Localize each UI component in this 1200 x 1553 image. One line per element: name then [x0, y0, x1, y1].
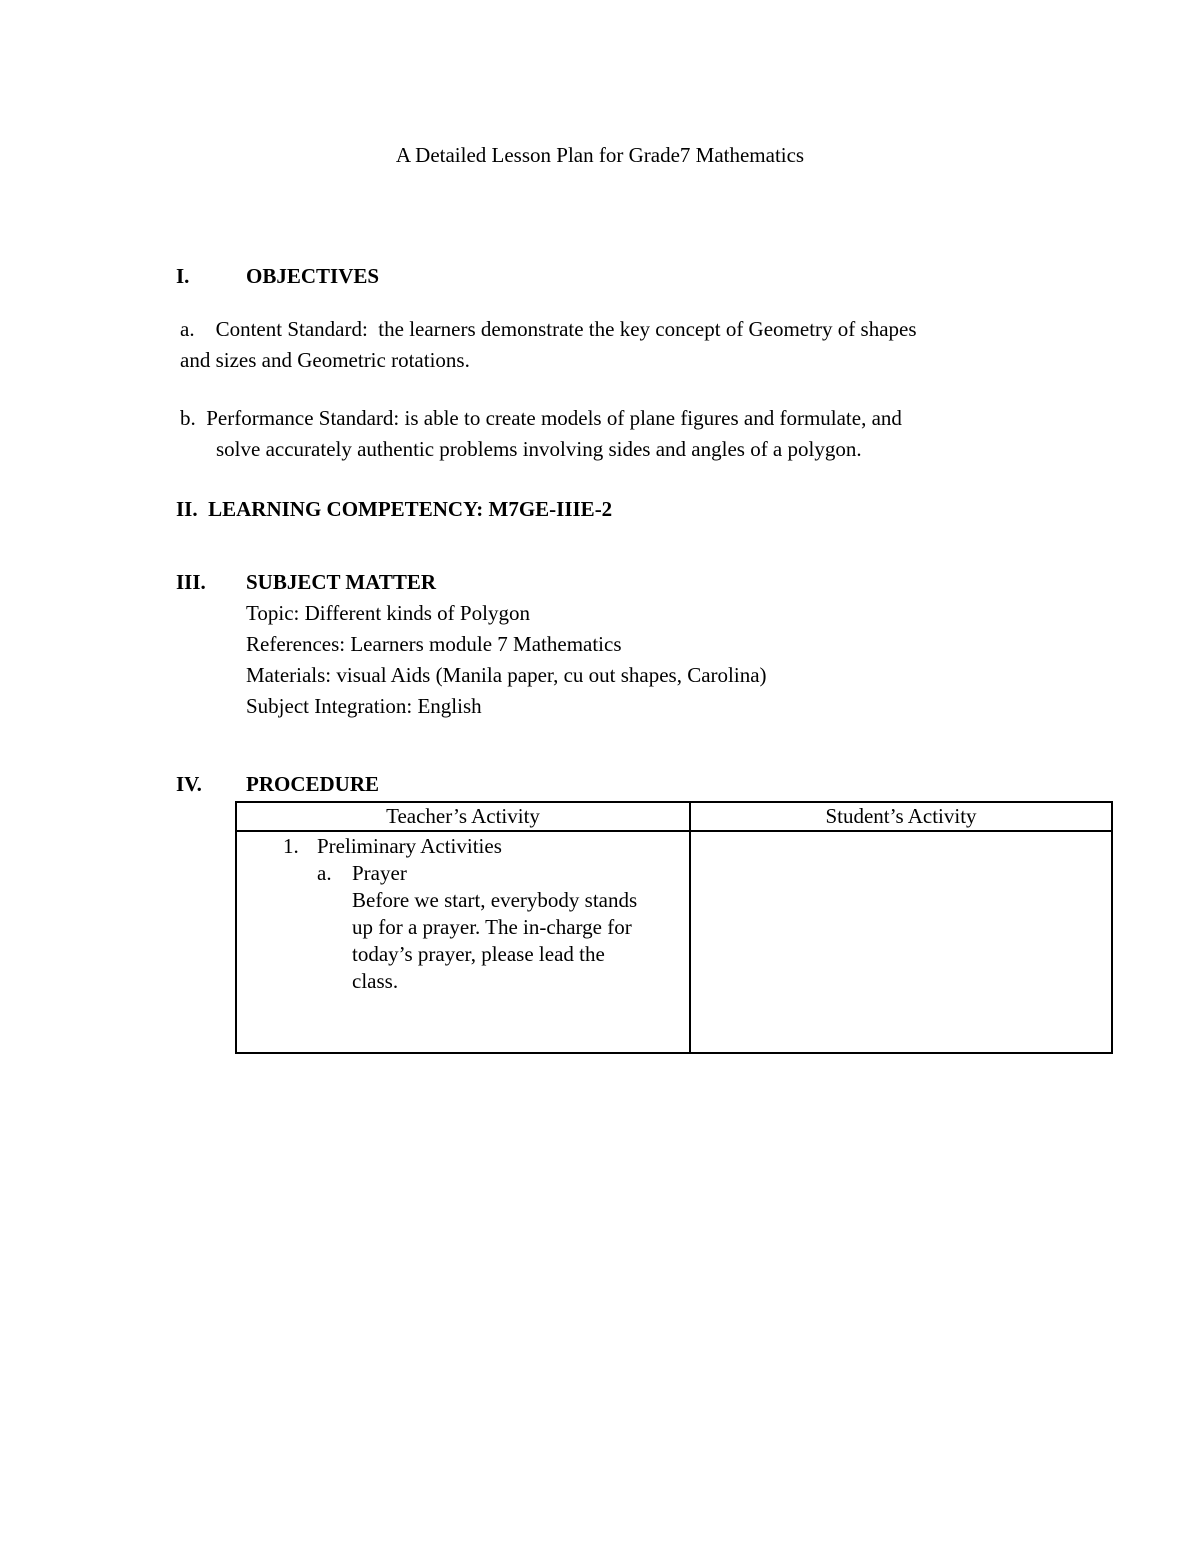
performance-standard-line2: solve accurately authentic problems involving sides and angles of a polygon. — [216, 437, 862, 461]
prayer-text-line: class. — [352, 969, 399, 993]
teacher-activity-header: Teacher’s Activity — [236, 802, 690, 831]
document-title: A Detailed Lesson Plan for Grade7 Mathematics — [395, 143, 805, 167]
student-activity-cell — [690, 831, 1112, 1053]
item-number: 1. — [283, 834, 299, 858]
teacher-activity-cell — [236, 831, 690, 1053]
sub-label: Prayer — [352, 861, 407, 885]
prayer-text-line: up for a prayer. The in-charge for — [352, 915, 632, 939]
performance-standard-line1: b. Performance Standard: is able to create models of plane figures and formulate, and — [180, 406, 902, 430]
objectives-numeral: I. — [176, 264, 190, 288]
objectives-heading: OBJECTIVES — [246, 264, 380, 288]
integration-line: Subject Integration: English — [246, 694, 482, 718]
content-standard-line1: a. Content Standard: the learners demonstrate the key concept of Geometry of shapes — [180, 317, 917, 341]
student-activity-header: Student’s Activity — [690, 802, 1112, 831]
procedure-numeral: IV. — [176, 772, 202, 796]
item-label: Preliminary Activities — [317, 834, 502, 858]
content-standard-line2: and sizes and Geometric rotations. — [180, 348, 470, 372]
sub-letter: a. — [317, 861, 332, 885]
table-row — [236, 831, 1112, 1053]
procedure-table — [235, 801, 1113, 1054]
subject-matter-numeral: III. — [176, 570, 206, 594]
topic-line: Topic: Different kinds of Polygon — [246, 601, 530, 625]
learning-competency-heading: II. LEARNING COMPETENCY: M7GE-IIIE-2 — [176, 497, 613, 521]
prayer-text-line: Before we start, everybody stands — [352, 888, 638, 912]
references-line: References: Learners module 7 Mathematics — [246, 632, 622, 656]
table-header-row — [236, 802, 1112, 831]
materials-line: Materials: visual Aids (Manila paper, cu out shapes, Carolina) — [246, 663, 767, 687]
prayer-text-line: today’s prayer, please lead the — [352, 942, 605, 966]
procedure-heading: PROCEDURE — [246, 772, 380, 796]
subject-matter-heading: SUBJECT MATTER — [246, 570, 437, 594]
